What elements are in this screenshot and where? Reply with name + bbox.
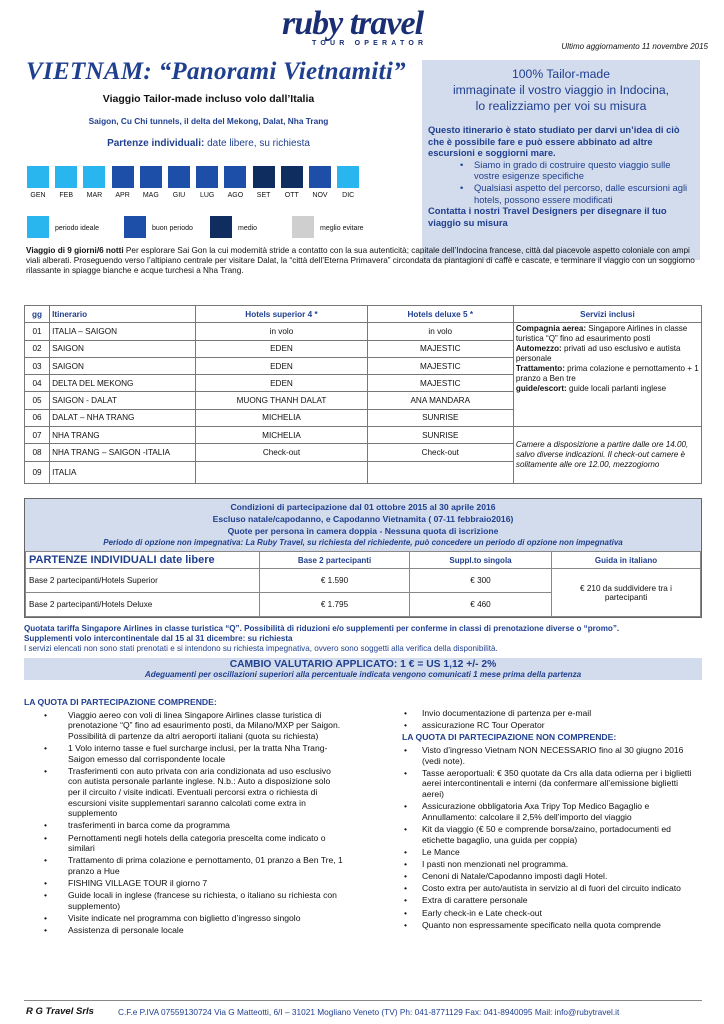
calendar-month-cell [140,166,162,188]
bullet-icon: • [404,720,408,731]
price-row-base: € 1.590 [260,569,410,593]
list-item [402,871,702,882]
price-header-row [26,552,701,569]
includes-list-continued [402,708,702,731]
itinerary-place: SAIGON [50,340,196,357]
price-row [26,569,701,593]
list-item-text: trasferimenti in barca come da programma [68,820,230,831]
price-row-label: Base 2 partecipanti/Hotels Deluxe [26,593,260,617]
legend-swatch [292,216,314,238]
bullet-icon: • [404,895,408,906]
calendar-month-cell [224,166,246,188]
legend-swatch [124,216,146,238]
list-item-text: Kit da viaggio (€ 50 e comprende borsa/zaino, portadocumenti ed etichette bagaglio, una guida per coppia) [422,823,671,845]
bullet-icon: • [404,846,408,857]
bullet-icon: • [404,744,408,755]
itinerary-hotel-deluxe: MAJESTIC [367,375,513,392]
intro-text: Per esplorare Sai Gon la cui modernità stride a contatto con la sua autenticità; capitale dell’Indocina francese, città dal piacevole aspetto coloniale con ampi viali alberati. Proseguendo verso l’altipiano centrale per visitare Dalat, la “città dell’Eterna Primavera” circondata da piantagioni di caffè e cascate, e terminare il viaggio con un soggiorno rilassante in spiagge bianche e acque turchesi a Nha Trang. [26,246,695,276]
col-header-superior: Hotels superior 4 * [196,306,367,323]
itinerary-place: ITALIA – SAIGON [50,323,196,340]
bullet-icon: • [404,907,408,918]
list-item [402,708,702,719]
tailor-heading-2: immaginate il vostro viaggio in Indocina, [452,83,670,97]
itinerary-hotel-superior: Check-out [196,444,367,461]
price-row-base: € 1.795 [260,593,410,617]
includes-list [24,710,344,936]
itinerary-place: ITALIA [50,461,196,483]
col-header-gg: gg [25,306,50,323]
excludes-column [402,708,702,932]
list-item [402,859,702,870]
exchange-rate-note: Adeguamenti per oscillazioni superiori alla percentuale indicata vengono comunicati 1 mese prima della partenza [144,670,582,679]
note-services: I servizi elencati non sono stati prenotati e si intendono su richiesta impegnativa, ovvero sono soggetti alla verifica della disponibilità. [24,644,498,653]
tailor-made-box [422,60,700,260]
calendar-month-cell [253,166,275,188]
service-flight-label: Compagnia aerea: [515,324,587,334]
itinerary-hotel-deluxe: MAJESTIC [367,340,513,357]
calendar-month-cell [281,166,303,188]
tailor-contact: Contatta i nostri Travel Designers per disegnare il tuo viaggio su misura [428,205,667,228]
trip-subtitle: Viaggio Tailor-made incluso volo dall’Italia [102,93,315,105]
bullet-icon: • [44,855,48,866]
calendar-month-cell [55,166,77,188]
itinerary-table [24,305,702,484]
list-item-text: assicurazione RC Tour Operator [422,720,545,731]
calendar-month-cell [83,166,105,188]
list-item-text: Le Mance [422,846,460,857]
list-item [24,855,344,876]
itinerary-hotel-deluxe: SUNRISE [367,409,513,426]
bullet-icon: • [404,767,408,778]
bullet-icon: • [44,913,48,924]
itinerary-day: 02 [25,340,50,357]
conditions-line-2: Escluso natale/capodanno, e Capodanno Vietnamita ( 07-11 febbraio2016) [212,514,514,524]
itinerary-hotel-deluxe [367,461,513,483]
tailor-heading-3: lo realizziamo per voi su misura [475,99,647,113]
calendar-month-label: SET [256,192,271,199]
list-item-text: Invio documentazione di partenza per e-mail [422,708,592,718]
includes-column [24,697,344,937]
itinerary-day: 01 [25,323,50,340]
list-item [24,766,344,819]
list-item-text: Tasse aeroportuali: € 350 quotate da Crs alla data odierna per i biglietti aerei intercontinentali e interni (da confermare all’emissione biglietti aerei) [422,767,692,799]
calendar-month-label: GEN [30,192,46,199]
col-header-deluxe: Hotels deluxe 5 * [367,306,513,323]
service-car-text: privati ad uso esclusivo e autista personale [515,344,681,364]
calendar-month-cell [168,166,190,188]
departures-line [26,138,391,149]
logo-tagline: TOUR OPERATOR [312,40,428,47]
bullet-icon: • [404,871,408,882]
list-item-text: FISHING VILLAGE TOUR il giorno 7 [68,878,208,889]
list-item-text: Visto d’ingresso Vietnam NON NECESSARIO fino al 30 giugno 2016 (vedi note). [422,744,684,766]
itinerary-hotel-superior: MUONG THANH DALAT [196,392,367,409]
service-treatment-label: Trattamento: [515,363,565,373]
itinerary-hotel-superior: MICHELIA [196,427,367,444]
list-item-text: Trattamento di prima colazione e pernottamento, 01 pranzo a Ben Tre, 1 pranzo a Hue [68,855,343,876]
logo-wordmark: ruby travel [282,5,424,42]
col-header-single: Suppl.to singola [410,552,552,569]
itinerary-day: 07 [25,427,50,444]
price-row-label: Base 2 partecipanti/Hotels Superior [26,569,260,593]
tailor-bullet [460,182,694,205]
list-item [402,920,702,931]
price-notes [24,624,702,654]
bullet-icon: • [44,709,48,720]
list-item [402,720,702,731]
departures-label: Partenze individuali: [107,138,205,149]
bullet-icon: • [404,801,408,812]
list-item [24,890,344,911]
list-item-text: Pernottamenti negli hotels della categoria prescelta come indicato o similari [68,832,326,854]
calendar-month-label: DIC [342,192,355,199]
conditions-line-3: Quote per persona in camera doppia - Nessuna quota di iscrizione [227,526,499,536]
col-header-guide: Guida in italiano [552,552,701,569]
price-table [25,551,701,617]
itinerary-day: 08 [25,444,50,461]
list-item-text: Early check-in e Late check-out [422,907,542,918]
tailor-heading: 100% Tailor-made [511,67,610,81]
list-item [402,768,702,800]
itinerary-hotel-deluxe: MAJESTIC [367,357,513,374]
itinerary-row [25,323,702,340]
bullet-icon: • [460,181,464,193]
service-car-label: Automezzo: [515,344,562,354]
tailor-bullet-text: Qualsiasi aspetto del percorso, dalle escursioni agli hotels, possono essere modificati [474,181,688,205]
bullet-icon: • [44,742,48,753]
trip-places: Saigon, Cu Chi tunnels, il delta del Mekong, Dalat, Nha Trang [88,116,329,126]
bullet-icon: • [44,832,48,843]
legend-swatch [210,216,232,238]
itinerary-hotel-superior: EDEN [196,375,367,392]
list-item-text: Quanto non espressamente specificato nella quota comprende [422,919,661,930]
bullet-icon: • [44,925,48,936]
calendar-month-cell [309,166,331,188]
calendar-month-label: FEB [59,192,73,199]
itinerary-day: 04 [25,375,50,392]
itinerary-header-row [25,306,702,323]
price-row-single: € 460 [410,593,552,617]
footer-company: R G Travel Srls [26,1006,94,1017]
tailor-bullet-text: Siamo in grado di costruire questo viaggio sulle vostre esigenze specifiche [474,158,671,182]
tailor-bullets [450,159,694,205]
legend-label: buon periodo [152,225,193,232]
list-item [24,710,344,742]
intro-duration: Viaggio di 9 giorni/6 notti [26,246,124,255]
calendar-month-label: MAR [86,192,103,199]
list-item-text: Viaggio aereo con voli di linea Singapore Airlines classe turistica di prenotazione “Q” fino ad esaurimento posti, da Milano/MXP per Saigon. Possibilità di partenze da altri aeroporti italiani (quota su richiesta) [68,709,341,741]
col-header-base: Base 2 partecipanti [260,552,410,569]
service-flight-text: Singapore Airlines in classe turistica “Q” fino ad esaurimento posti [515,324,688,344]
bullet-icon: • [404,919,408,930]
list-item [402,847,702,858]
list-item [402,895,702,906]
list-item-text: Trasferimenti con auto privata con aria condizionata ad uso esclusivo con autista personale parlante inglese. N.b.: Auto a disposizione solo per il circuito / visite indicati. Eventuali percorsi extra o richiesta di escursioni visite supplementari saranno calcolati come extra in supplemento [68,765,331,819]
bullet-icon: • [404,858,408,869]
calendar-month-label: OTT [284,192,299,199]
itinerary-day: 09 [25,461,50,483]
conditions-box [24,498,702,618]
legend-label: meglio evitare [320,225,364,232]
footer-divider [24,1000,702,1001]
conditions-header [25,499,701,551]
list-item [24,925,344,936]
bullet-icon: • [404,823,408,834]
list-item-text: Extra di carattere personale [422,895,528,906]
itinerary-hotel-deluxe: ANA MANDARA [367,392,513,409]
excludes-list [402,745,702,930]
calendar-month-cell [27,166,49,188]
list-item [24,743,344,764]
calendar-month-cell [112,166,134,188]
itinerary-hotel-superior [196,461,367,483]
guide-price: € 210 da suddividere tra i partecipanti [552,569,701,617]
bullet-icon: • [460,158,464,170]
list-item [402,883,702,894]
list-item-text: Cenoni di Natale/Capodanno imposti dagli Hotel. [422,871,608,882]
list-item [402,824,702,845]
list-item [24,878,344,889]
includes-title: LA QUOTA DI PARTECIPAZIONE COMPRENDE: [24,697,217,707]
list-item [24,833,344,854]
bullet-icon: • [404,708,408,718]
footer-address: C.F.e P.IVA 07559130724 Via G Matteotti, 6/I – 31021 Mogliano Veneto (TV) Ph: 041-8771129 Fax: 041-8940095 Mail: info@rubytravel.it [118,1007,620,1017]
bullet-icon: • [44,820,48,831]
itinerary-row [25,427,702,444]
price-table-title: PARTENZE INDIVIDUALI date libere [26,552,260,569]
legend-label: medio [238,225,258,232]
service-treatment-text: prima colazione e pernottamento + 1 pranzo a Ben tre [515,363,699,383]
last-updated: Ultimo aggiornamento 11 novembre 2015 [561,42,708,51]
legend-label: periodo ideale [55,225,99,232]
note-supplement: Supplementi volo intercontinentale dal 15 al 31 dicembre: su richiesta [24,634,293,643]
note-fare: Quotata tariffa Singapore Airlines in classe turistica “Q”. Possibilità di riduzioni e/o supplementi per conferme in classi di prenotazione diverse o “promo”. [24,624,620,633]
col-header-services: Servizi inclusi [513,306,701,323]
exchange-rate-box [24,658,702,680]
bullet-icon: • [44,878,48,889]
legend-swatch [27,216,49,238]
list-item [402,908,702,919]
itinerary-place: DALAT – NHA TRANG [50,409,196,426]
service-guide-label: guide/escort: [515,383,567,393]
itinerary-hotel-deluxe: Check-out [367,444,513,461]
itinerary-hotel-superior: MICHELIA [196,409,367,426]
list-item [24,820,344,831]
itinerary-hotel-deluxe: in volo [367,323,513,340]
excludes-title: LA QUOTA DI PARTECIPAZIONE NON COMPRENDE: [402,732,617,743]
calendar-month-label: AGO [227,192,244,199]
departures-value: date libere, su richiesta [204,138,310,149]
exchange-rate: CAMBIO VALUTARIO APPLICATO: 1 € = US 1,12 +/- 2% [229,659,497,670]
conditions-line-4: Periodo di opzione non impegnativa: La Ruby Travel, su richiesta del richiedente, può concedere un periodo di opzione non impegnativa [103,538,623,547]
list-item-text: Assicurazione obbligatoria Axa Tripy Top Medico Bagaglio e Annullamento: calcolare il 2,5% dell’importo del viaggio [422,801,650,822]
list-item-text: I pasti non menzionati nel programma. [422,858,569,869]
itinerary-hotel-superior: EDEN [196,340,367,357]
calendar-month-label: APR [115,192,130,199]
itinerary-place: NHA TRANG – SAIGON -ITALIA [50,444,196,461]
trip-intro [26,246,702,277]
list-item-text: Guide locali in inglese (francese su richiesta, o italiano su richiesta con supplemento) [68,890,337,911]
calendar-month-cell [196,166,218,188]
itinerary-place: SAIGON - DALAT [50,392,196,409]
calendar-month-label: GIU [172,192,186,199]
list-item [24,913,344,924]
rooms-note: Camere a disposizione a partire dalle ore 14.00, salvo diverse indicazioni. Il check-out camere è solitamente alle ore 12.00, mezzogiorno [513,427,701,484]
service-guide-text: guide locali parlanti inglese [566,383,667,393]
itinerary-hotel-superior: EDEN [196,357,367,374]
calendar-month-label: LUG [199,192,215,199]
list-item [402,801,702,822]
list-item-text: Costo extra per auto/autista in servizio al di fuori del circuito indicato [422,883,681,894]
itinerary-place: SAIGON [50,357,196,374]
calendar-month-cell [337,166,359,188]
itinerary-hotel-deluxe: SUNRISE [367,427,513,444]
price-row-single: € 300 [410,569,552,593]
page-title: VIETNAM: “Panorami Vietnamiti” [26,58,406,85]
bullet-icon: • [404,883,408,894]
list-item-text: 1 Volo interno tasse e fuel surcharge inclusi, per la tratta Nha Trang-Saigon emesso dal corrispondente locale [68,742,328,764]
itinerary-day: 06 [25,409,50,426]
itinerary-place: NHA TRANG [50,427,196,444]
conditions-line-1: Condizioni di partecipazione dal 01 ottobre 2015 al 30 aprile 2016 [230,502,496,512]
itinerary-day: 03 [25,357,50,374]
tailor-bullet [460,159,694,182]
services-included [513,323,701,427]
list-item-text: Assistenza di personale locale [68,925,184,936]
bullet-icon: • [44,890,48,901]
itinerary-day: 05 [25,392,50,409]
list-item [402,745,702,766]
calendar-month-label: MAG [142,192,159,199]
itinerary-hotel-superior: in volo [196,323,367,340]
bullet-icon: • [44,765,48,776]
company-logo [282,5,442,48]
calendar-month-label: NOV [312,192,328,199]
list-item-text: Visite indicate nel programma con biglietto d’ingresso singolo [68,913,301,924]
itinerary-place: DELTA DEL MEKONG [50,375,196,392]
tailor-paragraph: Questo itinerario è stato studiato per darvi un’idea di ciò che è possibile fare e può essere abbinato ad altre escursioni e soggiorni mare. [428,124,680,159]
col-header-itinerary: Itinerario [50,306,196,323]
